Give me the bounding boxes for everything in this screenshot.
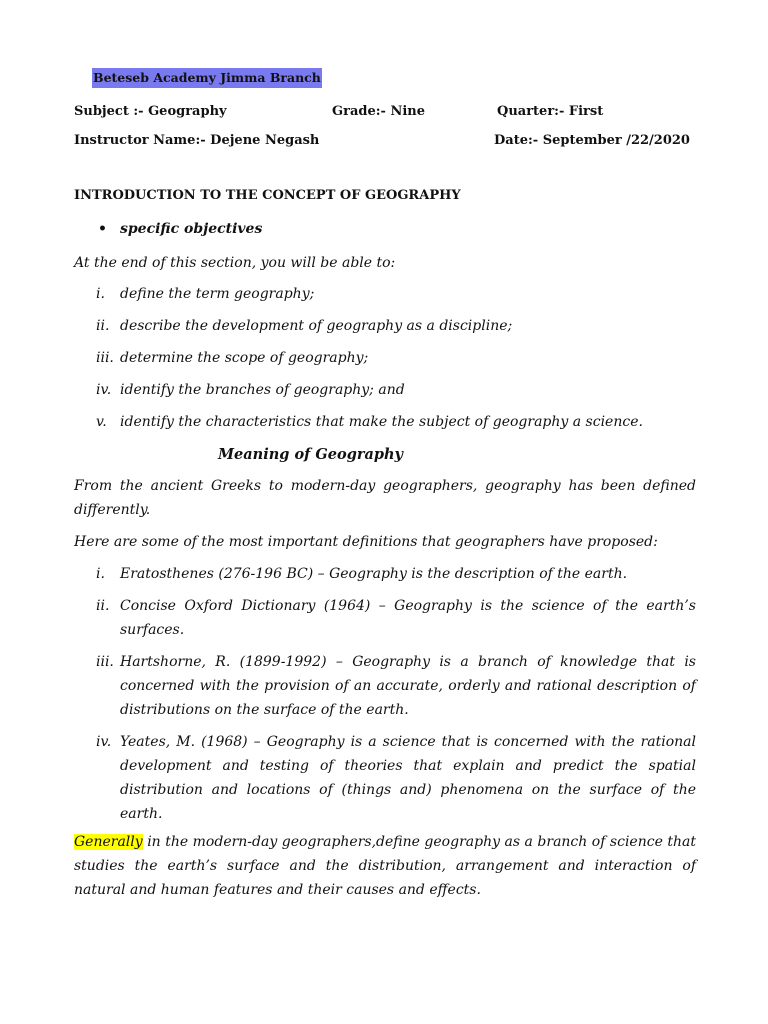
list-number: ii.	[96, 318, 110, 334]
meaning-paragraph-2: Here are some of the most important definitions that geographers have proposed:	[74, 534, 658, 550]
list-number: ii.	[96, 598, 110, 614]
grade-line: Grade:- Nine	[332, 104, 425, 119]
highlighted-word: Generally	[74, 834, 143, 850]
objectives-list	[96, 284, 696, 444]
list-text: identify the branches of geography; and	[120, 382, 405, 398]
list-item	[96, 562, 696, 586]
objectives-heading	[98, 219, 262, 239]
list-number: iv.	[96, 734, 112, 750]
list-number: v.	[96, 414, 107, 430]
list-item	[96, 650, 696, 722]
list-item	[96, 348, 696, 368]
list-text: Concise Oxford Dictionary (1964) – Geography is the science of the earth’s surfaces.	[120, 598, 696, 638]
objectives-intro: At the end of this section, you will be able to:	[74, 255, 396, 271]
instructor-line: Instructor Name:- Dejene Negash	[74, 133, 320, 148]
list-text: define the term geography;	[120, 286, 315, 302]
list-item	[96, 380, 696, 400]
list-item	[96, 412, 696, 432]
quarter-line: Quarter:- First	[497, 104, 604, 119]
list-number: i.	[96, 566, 105, 582]
meaning-paragraph-1: From the ancient Greeks to modern-day geographers, geography has been defined differently.	[74, 478, 696, 518]
list-number: i.	[96, 286, 105, 302]
list-item	[96, 284, 696, 304]
conclusion-text: in the modern-day geographers,define geography as a branch of science that studies the earth’s surface and the distribution, arrangement and interaction of natural and human features and their causes and effects.	[74, 834, 696, 898]
list-text: identify the characteristics that make the subject of geography a science.	[120, 414, 643, 430]
list-item	[96, 594, 696, 642]
list-item	[96, 316, 696, 336]
list-number: iv.	[96, 382, 112, 398]
conclusion-paragraph	[74, 830, 696, 902]
list-text: Eratosthenes (276-196 BC) – Geography is the description of the earth.	[120, 566, 628, 582]
list-number: iii.	[96, 654, 114, 670]
list-text: Hartshorne, R. (1899-1992) – Geography is a branch of knowledge that is concerned with the provision of an accurate, orderly and rational description of distributions on the surface of the earth.	[120, 654, 696, 718]
date-line: Date:- September /22/2020	[494, 133, 690, 148]
list-item	[96, 730, 696, 826]
section-title: INTRODUCTION TO THE CONCEPT OF GEOGRAPHY	[74, 188, 461, 203]
objectives-heading-text: specific objectives	[120, 221, 263, 237]
list-text: Yeates, M. (1968) – Geography is a science that is concerned with the rational development and testing of theories that explain and predict the spatial distribution and locations of (things and) phenomena on the surface of the earth.	[120, 734, 696, 822]
list-text: determine the scope of geography;	[120, 350, 369, 366]
meaning-heading: Meaning of Geography	[218, 446, 403, 463]
school-name: Beteseb Academy Jimma Branch	[92, 68, 322, 88]
definitions-list	[96, 562, 696, 834]
bullet-icon: •	[98, 221, 107, 237]
list-number: iii.	[96, 350, 114, 366]
subject-line: Subject :- Geography	[74, 104, 227, 119]
list-text: describe the development of geography as a discipline;	[120, 318, 513, 334]
